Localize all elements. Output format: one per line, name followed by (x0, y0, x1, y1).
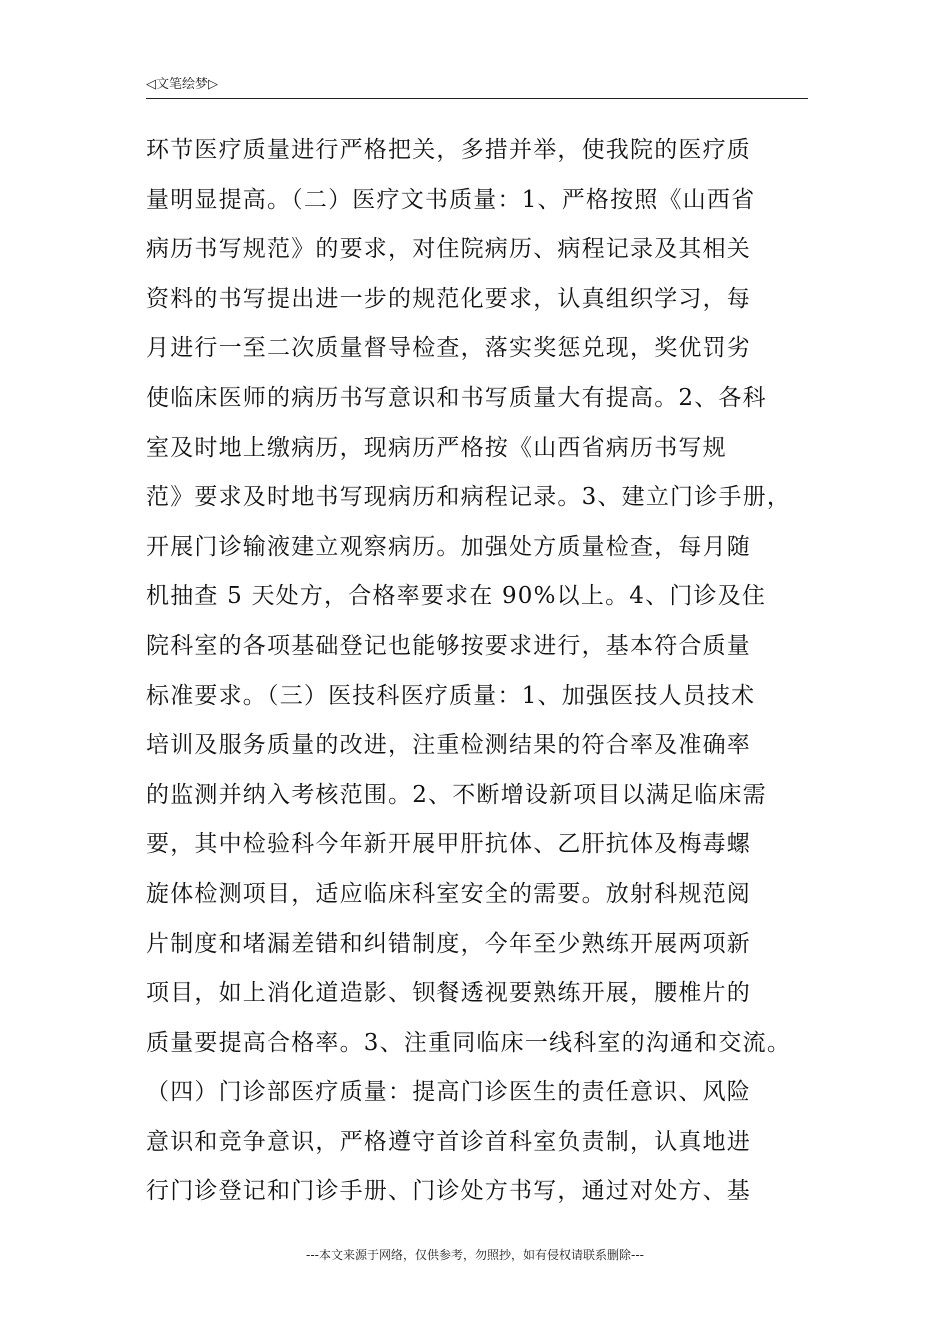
body-line: 意识和竞争意识，严格遵守首诊首科室负责制，认真地进 (146, 1128, 751, 1155)
body-line: 资料的书写提出进一步的规范化要求，认真组织学习，每 (146, 285, 751, 312)
body-line: 范》要求及时地书写现病历和病程记录。3、建立门诊手册， (146, 484, 792, 511)
body-line: 片制度和堵漏差错和纠错制度，今年至少熟练开展两项新 (146, 930, 751, 957)
body-line: 病历书写规范》的要求，对住院病历、病程记录及其相关 (146, 236, 751, 263)
page-header (146, 74, 808, 99)
body-line: 质量要提高合格率。3、注重同临床一线科室的沟通和交流。 (146, 1029, 792, 1056)
body-line: 行门诊登记和门诊手册、门诊处方书写，通过对处方、基 (146, 1178, 751, 1205)
body-line: 培训及服务质量的改进，注重检测结果的符合率及准确率 (146, 732, 751, 759)
body-line: 标准要求。（三）医技科医疗质量：1、加强医技人员技术 (146, 682, 756, 709)
body-line: 开展门诊输液建立观察病历。加强处方质量检查，每月随 (146, 533, 751, 560)
body-line: 月进行一至二次质量督导检查，落实奖惩兑现，奖优罚劣 (146, 335, 751, 362)
header-title: ◁文笔绘梦▷ (146, 77, 218, 92)
page-footer: ---本文来源于网络，仅供参考，勿照抄，如有侵权请联系删除--- (306, 1248, 644, 1262)
body-line: 的监测并纳入考核范围。2、不断增设新项目以满足临床需 (146, 781, 767, 808)
body-line: 院科室的各项基础登记也能够按要求进行，基本符合质量 (146, 632, 751, 659)
body-line: 室及时地上缴病历，现病历严格按《山西省病历书写规 (146, 434, 727, 461)
body-line: 要，其中检验科今年新开展甲肝抗体、乙肝抗体及梅毒螺 (146, 831, 751, 858)
body-line: （四）门诊部医疗质量：提高门诊医生的责任意识、风险 (146, 1079, 751, 1106)
body-line: 使临床医师的病历书写意识和书写质量大有提高。2、各科 (146, 384, 767, 411)
body-line: 环节医疗质量进行严格把关，多措并举，使我院的医疗质 (146, 137, 751, 163)
body-line: 项目，如上消化道造影、钡餐透视要熟练开展，腰椎片的 (146, 980, 751, 1007)
document-body (146, 130, 816, 1221)
body-line: 量明显提高。（二）医疗文书质量：1、严格按照《山西省 (146, 186, 756, 213)
body-line: 旋体检测项目，适应临床科室安全的需要。放射科规范阅 (146, 880, 751, 907)
body-line: 机抽查 5 天处方，合格率要求在 90%以上。4、门诊及住 (146, 583, 767, 610)
